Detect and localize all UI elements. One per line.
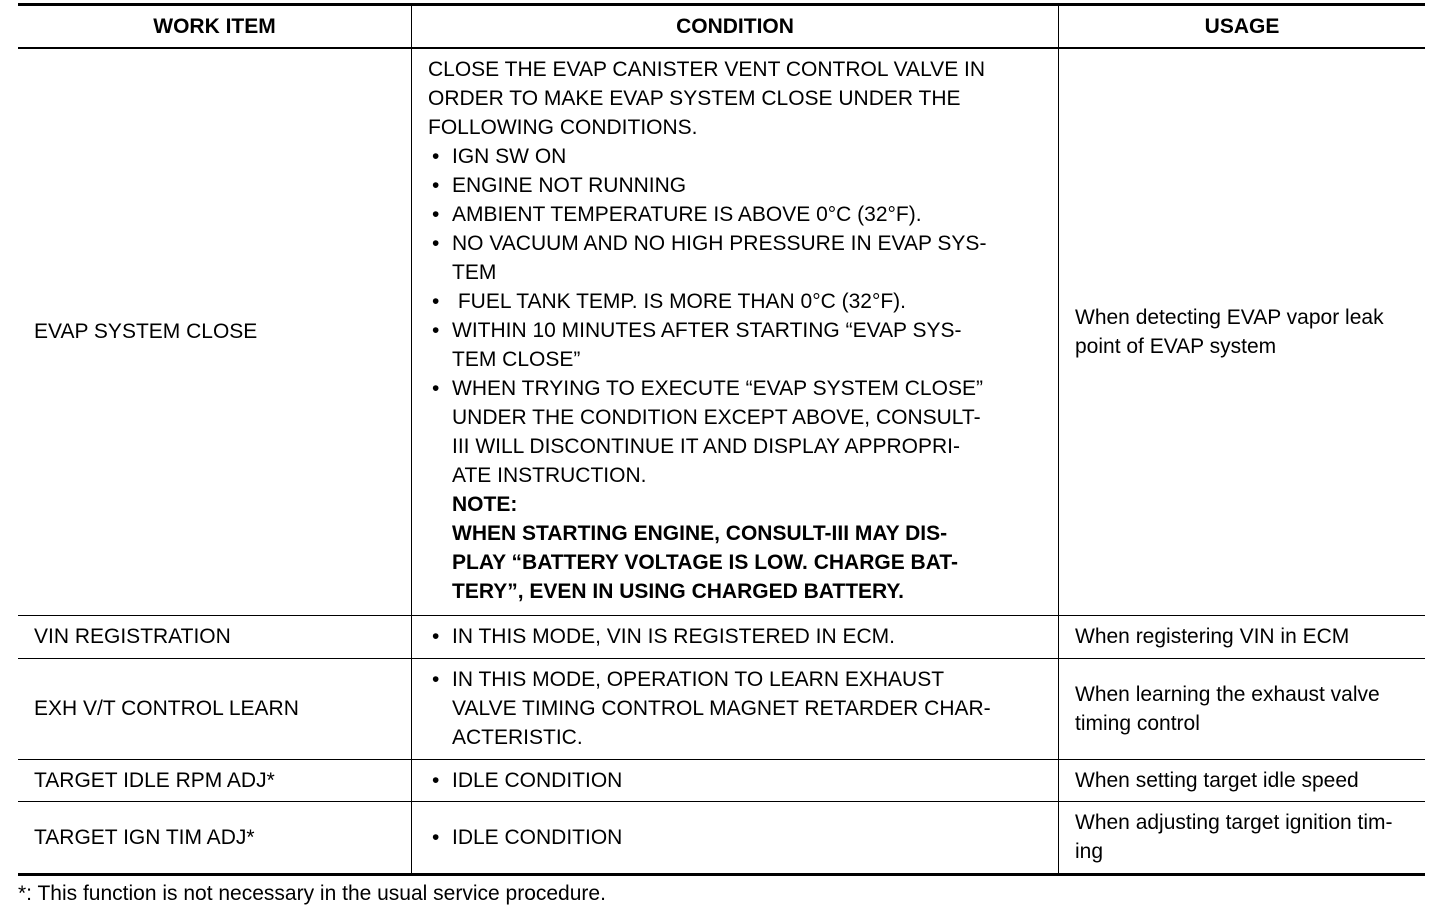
condition-bullet-item	[428, 374, 1048, 403]
condition-text: ACTERISTIC.	[452, 726, 583, 749]
condition-bullet-item	[428, 823, 1048, 852]
condition-text: FUEL TANK TEMP. IS MORE THAN 0°C (32°F).	[452, 290, 907, 313]
bullet-icon: •	[432, 174, 440, 197]
condition-text: IN THIS MODE, VIN IS REGISTERED IN ECM.	[452, 625, 895, 648]
table-row	[18, 759, 1425, 801]
condition-line	[428, 258, 1048, 287]
header-condition: CONDITION	[412, 5, 1059, 49]
condition-text: AMBIENT TEMPERATURE IS ABOVE 0°C (32°F).	[452, 203, 922, 226]
condition-text: IDLE CONDITION	[452, 825, 623, 849]
work-item-text: EXH V/T CONTROL LEARN	[34, 697, 299, 720]
condition-bullet-item	[428, 229, 1048, 258]
condition-text: TEM	[452, 261, 497, 284]
bullet-icon: •	[432, 319, 440, 342]
condition-text: WITHIN 10 MINUTES AFTER STARTING “EVAP SYS-	[452, 319, 962, 342]
work-item-text: EVAP SYSTEM CLOSE	[34, 320, 258, 344]
condition-text: WHEN TRYING TO EXECUTE “EVAP SYSTEM CLOSE”	[452, 377, 983, 400]
bullet-icon: •	[432, 825, 440, 849]
condition-cell	[412, 759, 1059, 801]
condition-cell	[412, 615, 1059, 658]
work-item-table	[18, 3, 1425, 876]
table-row	[18, 658, 1425, 759]
condition-line	[428, 403, 1048, 432]
work-item-cell	[18, 48, 412, 615]
condition-text: III WILL DISCONTINUE IT AND DISPLAY APPROPRI-	[452, 435, 961, 458]
usage-text: When detecting EVAP vapor leak	[1075, 305, 1384, 329]
condition-line	[428, 723, 1048, 752]
header-usage: USAGE	[1059, 5, 1426, 49]
table-row	[18, 615, 1425, 658]
bullet-icon: •	[432, 377, 440, 400]
bullet-icon: •	[432, 203, 440, 226]
bullet-icon: •	[432, 768, 440, 792]
condition-bullet-item	[428, 316, 1048, 345]
condition-text: NO VACUUM AND NO HIGH PRESSURE IN EVAP SYS-	[452, 232, 987, 255]
usage-cell	[1059, 801, 1426, 874]
condition-text: FOLLOWING CONDITIONS.	[428, 116, 698, 139]
condition-text: TEM CLOSE”	[452, 348, 581, 371]
condition-bullet-item	[428, 287, 1048, 316]
usage-cell	[1059, 658, 1426, 759]
condition-line	[428, 461, 1048, 490]
condition-line	[428, 55, 1048, 84]
usage-text: ing	[1075, 840, 1104, 863]
condition-line	[428, 84, 1048, 113]
bullet-icon: •	[432, 232, 440, 255]
work-item-cell	[18, 759, 412, 801]
condition-cell	[412, 658, 1059, 759]
condition-note	[428, 577, 1048, 606]
usage-text: point of EVAP system	[1075, 334, 1277, 358]
condition-text: ENGINE NOT RUNNING	[452, 174, 687, 197]
usage-text: When adjusting target ignition tim-	[1075, 811, 1393, 834]
usage-cell	[1059, 759, 1426, 801]
condition-bullet-item	[428, 766, 1048, 795]
work-item-text: VIN REGISTRATION	[34, 625, 231, 648]
work-item-cell	[18, 801, 412, 874]
condition-text: IDLE CONDITION	[452, 768, 623, 792]
condition-bullet-item	[428, 665, 1048, 694]
usage-cell	[1059, 615, 1426, 658]
bullet-icon: •	[432, 290, 440, 313]
condition-text: IGN SW ON	[452, 145, 567, 168]
condition-text: TERY”, EVEN IN USING CHARGED BATTERY.	[452, 580, 904, 603]
condition-text: ATE INSTRUCTION.	[452, 464, 647, 487]
condition-text: WHEN STARTING ENGINE, CONSULT-III MAY DIS-	[452, 522, 948, 545]
condition-bullet-item	[428, 622, 1048, 651]
work-item-cell	[18, 615, 412, 658]
work-item-text: TARGET IGN TIM ADJ*	[34, 825, 255, 849]
condition-bullet-item	[428, 171, 1048, 200]
condition-text: IN THIS MODE, OPERATION TO LEARN EXHAUST	[452, 668, 945, 691]
condition-text: UNDER THE CONDITION EXCEPT ABOVE, CONSULT-	[452, 406, 981, 429]
bullet-icon: •	[432, 625, 440, 648]
condition-line	[428, 113, 1048, 142]
bullet-icon: •	[432, 145, 440, 168]
condition-bullet-item	[428, 142, 1048, 171]
usage-text: When setting target idle speed	[1075, 768, 1359, 792]
condition-cell	[412, 48, 1059, 615]
work-item-text: TARGET IDLE RPM ADJ*	[34, 768, 275, 792]
table-row	[18, 48, 1425, 615]
condition-line	[428, 432, 1048, 461]
condition-text: VALVE TIMING CONTROL MAGNET RETARDER CHAR-	[452, 697, 991, 720]
usage-text: timing control	[1075, 711, 1200, 735]
table-header-row	[18, 5, 1425, 49]
condition-line	[428, 694, 1048, 723]
condition-bullet-item	[428, 200, 1048, 229]
usage-cell	[1059, 48, 1426, 615]
condition-text: NOTE:	[452, 493, 518, 516]
condition-text: PLAY “BATTERY VOLTAGE IS LOW. CHARGE BAT-	[452, 551, 958, 574]
condition-text: ORDER TO MAKE EVAP SYSTEM CLOSE UNDER THE	[428, 87, 961, 110]
header-work-item: WORK ITEM	[18, 5, 412, 49]
condition-note	[428, 548, 1048, 577]
condition-note	[428, 519, 1048, 548]
condition-line	[428, 345, 1048, 374]
footnote: *: This function is not necessary in the usual service procedure.	[18, 882, 606, 905]
condition-text: CLOSE THE EVAP CANISTER VENT CONTROL VALVE IN	[428, 58, 986, 81]
condition-note	[428, 490, 1048, 519]
usage-text: When registering VIN in ECM	[1075, 625, 1350, 648]
bullet-icon: •	[432, 668, 440, 691]
table-row	[18, 801, 1425, 874]
work-item-cell	[18, 658, 412, 759]
condition-cell	[412, 801, 1059, 874]
usage-text: When learning the exhaust valve	[1075, 682, 1380, 706]
